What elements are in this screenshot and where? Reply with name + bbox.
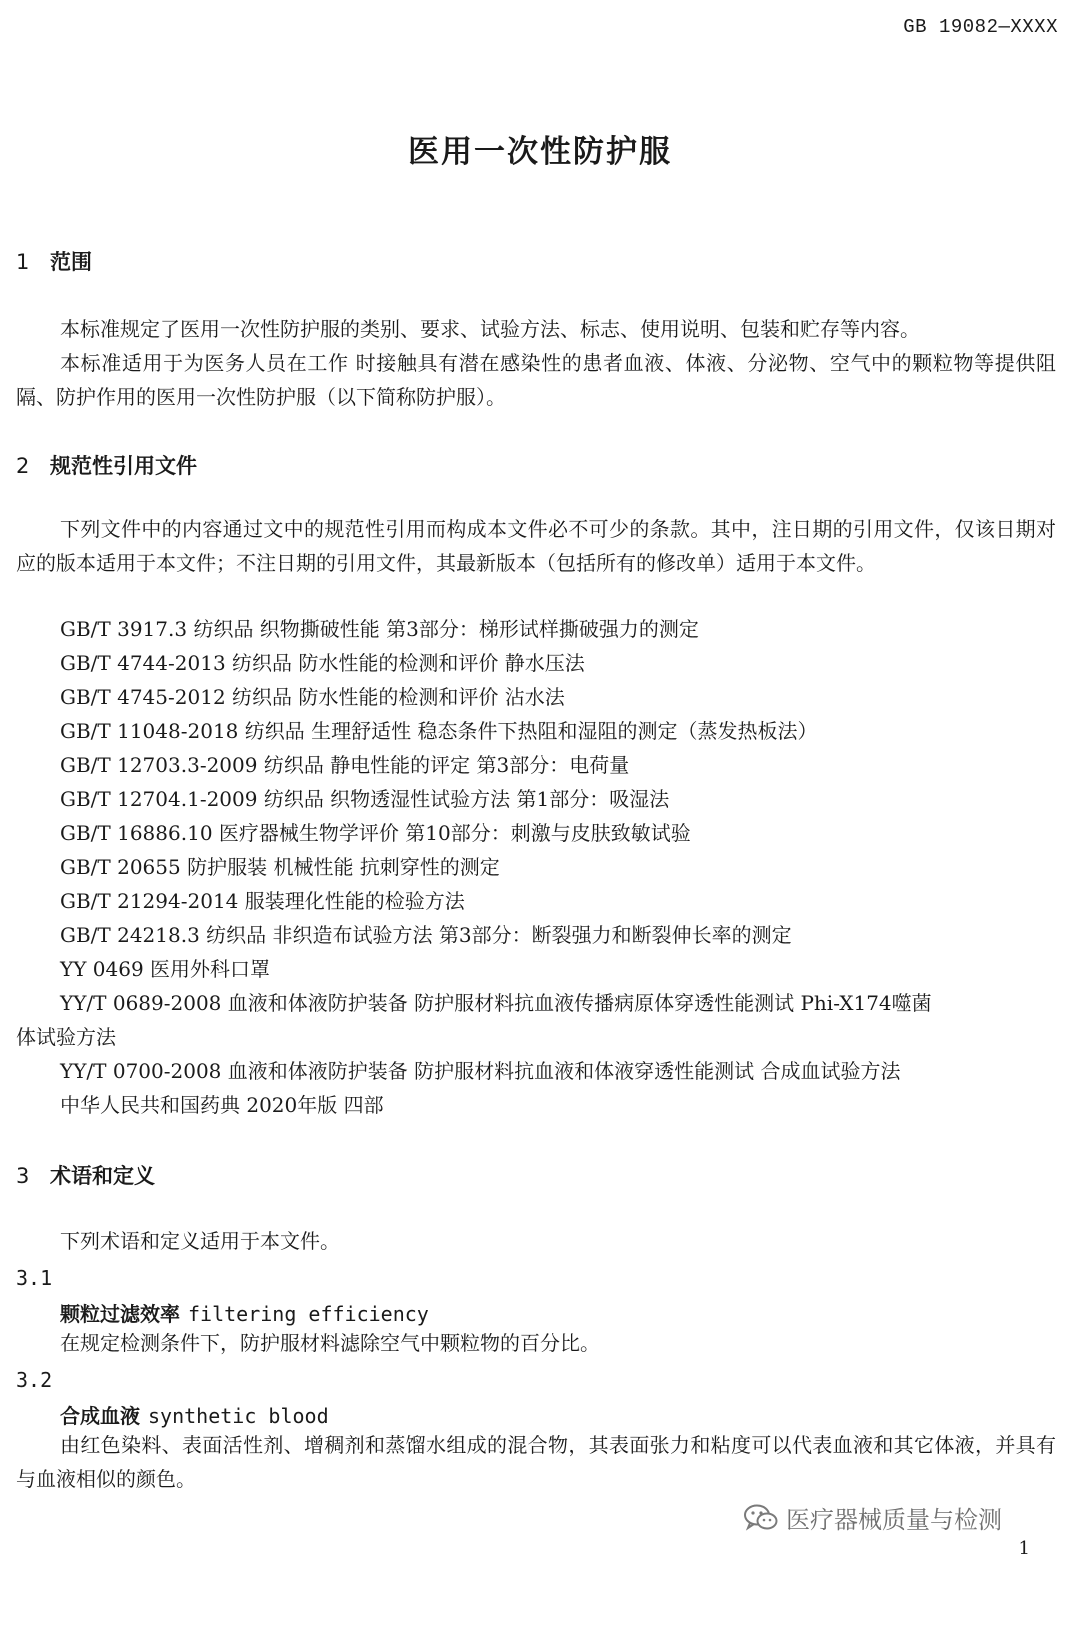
- reference-item: GB/T 11048-2018 纺织品 生理舒适性 稳态条件下热阻和湿阻的测定（蒸发热板法）: [60, 719, 818, 743]
- section-1-paragraph-1: 本标准规定了医用一次性防护服的类别、要求、试验方法、标志、使用说明、包装和贮存等内容。: [60, 317, 920, 341]
- section-2-heading: [16, 450, 197, 480]
- term-name: [60, 1400, 329, 1429]
- reference-item: YY/T 0700-2008 血液和体液防护装备 防护服材料抗血液和体液穿透性能测试 合成血试验方法: [60, 1059, 901, 1083]
- term-name-en: synthetic blood: [148, 1404, 329, 1428]
- reference-item: GB/T 16886.10 医疗器械生物学评价 第10部分：刺激与皮肤致敏试验: [60, 821, 691, 845]
- term-definition: 由红色染料、表面活性剂、增稠剂和蒸馏水组成的混合物，其表面张力和粘度可以代表血液和其它体液，并具有与血液相似的颜色。: [16, 1433, 1056, 1491]
- term-name-zh: 合成血液: [60, 1404, 140, 1428]
- section-3-intro: 下列术语和定义适用于本文件。: [60, 1229, 340, 1253]
- reference-item: GB/T 4744-2013 纺织品 防水性能的检测和评价 静水压法: [60, 651, 585, 675]
- section-1-paragraph-2: 本标准适用于为医务人员在工作 时接触具有潜在感染性的患者血液、体液、分泌物、空气中的颗粒物等提供阻隔、防护作用的医用一次性防护服（以下简称防护服）。: [16, 351, 1056, 409]
- term-name: [60, 1298, 429, 1327]
- watermark-text: 医疗器械质量与检测: [786, 1506, 1002, 1534]
- section-number: 3: [16, 1164, 30, 1188]
- term-number: 3.1: [16, 1266, 53, 1290]
- document-title: 医用一次性防护服: [408, 134, 672, 170]
- section-1-heading: [16, 246, 92, 276]
- section-number: 1: [16, 250, 30, 274]
- reference-item: GB/T 21294-2014 服装理化性能的检验方法: [60, 889, 465, 913]
- reference-item: 中华人民共和国药典 2020年版 四部: [60, 1093, 384, 1117]
- reference-item: GB/T 3917.3 纺织品 织物撕破性能 第3部分：梯形试样撕破强力的测定: [60, 617, 699, 641]
- section-3-heading: [16, 1160, 155, 1190]
- reference-item: GB/T 12704.1-2009 纺织品 织物透湿性试验方法 第1部分：吸湿法: [60, 787, 670, 811]
- reference-item-continuation: 体试验方法: [16, 1025, 116, 1049]
- document-code: GB 19082—XXXX: [903, 16, 1058, 38]
- reference-item: YY/T 0689-2008 血液和体液防护装备 防护服材料抗血液传播病原体穿透性能测试 Phi-X174噬菌: [60, 991, 932, 1015]
- section-2-intro: 下列文件中的内容通过文中的规范性引用而构成本文件必不可少的条款。其中，注日期的引用文件，仅该日期对应的版本适用于本文件；不注日期的引用文件，其最新版本（包括所有的修改单）适用于本文件。: [16, 517, 1056, 575]
- wechat-icon: [744, 1504, 778, 1532]
- term-number: 3.2: [16, 1368, 53, 1392]
- term-name-en: filtering efficiency: [188, 1302, 429, 1326]
- reference-item: GB/T 24218.3 纺织品 非织造布试验方法 第3部分：断裂强力和断裂伸长率的测定: [60, 923, 792, 947]
- reference-item: GB/T 4745-2012 纺织品 防水性能的检测和评价 沾水法: [60, 685, 565, 709]
- term-name-zh: 颗粒过滤效率: [60, 1302, 180, 1326]
- reference-item: GB/T 20655 防护服装 机械性能 抗刺穿性的测定: [60, 855, 500, 879]
- normative-references-list: [16, 612, 1056, 1122]
- section-title: 范围: [50, 250, 92, 274]
- reference-item: GB/T 12703.3-2009 纺织品 静电性能的评定 第3部分：电荷量: [60, 753, 630, 777]
- wechat-watermark: [744, 1500, 1002, 1535]
- section-number: 2: [16, 454, 30, 478]
- page-number: 1: [1018, 1538, 1030, 1559]
- reference-item: YY 0469 医用外科口罩: [60, 957, 271, 981]
- section-title: 规范性引用文件: [50, 454, 197, 478]
- section-title: 术语和定义: [50, 1164, 155, 1188]
- term-definition: 在规定检测条件下，防护服材料滤除空气中颗粒物的百分比。: [60, 1331, 600, 1355]
